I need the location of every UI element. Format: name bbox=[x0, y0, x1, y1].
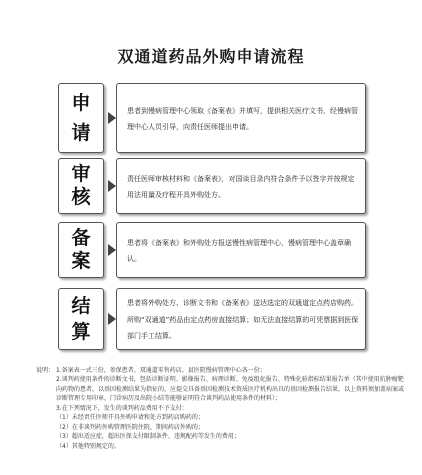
note-row bbox=[36, 366, 408, 375]
step-filing-arrow bbox=[108, 244, 116, 256]
note-item: （3）超出适应症，超出医保支付限制条件、违规配药等发生的费用； bbox=[56, 433, 240, 441]
step-apply-char-2: 请 bbox=[71, 121, 91, 144]
note-item: （4）其他特别规定的。 bbox=[56, 442, 120, 450]
step-apply-tag bbox=[58, 83, 104, 153]
step-settle-char-2: 算 bbox=[71, 320, 91, 343]
step-review-box bbox=[116, 158, 366, 214]
note-item: 1.备案表一式三份，参保患者、双通道零售药店、县医院慢病管理中心各一份； bbox=[56, 367, 266, 374]
note-item: 2.谈判药使用条件的诊断文书，包括诊断证明、影像报告、病理诊断、免疫组化报告、特殊化验指标结果报告单（其中使用抗肿瘤靶向药物的患者，以基因检测结果为指征的，应提交具备基因检测技术资质医疗机构出具的基因检测报告结果，以上资料须加盖病案或诊断管理专用印章，门诊病历及出院小结等能够证明符合谈判药品使用条件的材料）； bbox=[56, 376, 405, 403]
step-review-text: 责任医师审核材料和《备案表》，对国谈目录内符合条件予以签字并按规定用法用量及疗程开具外购处方。 bbox=[127, 174, 355, 199]
note-item: （2）在非谈判药外购管理医院住院，期间药店外购的； bbox=[56, 423, 204, 431]
step-settle-arrow bbox=[108, 313, 116, 325]
note-item: （1）未经责任医师开具外购申请和处方到药店购药的； bbox=[56, 414, 204, 422]
notes-section bbox=[36, 366, 408, 451]
step-review-arrow bbox=[108, 180, 116, 192]
notes-label: 说明： bbox=[36, 367, 55, 374]
step-filing-char-2: 案 bbox=[71, 250, 91, 273]
step-filing-char-1: 备 bbox=[71, 227, 91, 250]
step-settle-tag bbox=[58, 288, 104, 350]
step-review-char-2: 核 bbox=[71, 186, 91, 209]
step-settle-box bbox=[116, 288, 366, 350]
step-apply-text: 患者到慢病管理中心领取《备案表》并填写，提供相关医疗文书，经慢病管理中心人员引导，向责任医师提出申请。 bbox=[127, 106, 358, 131]
step-apply-arrow bbox=[108, 112, 116, 124]
note-item: 3.在下列情况下，发生的谈判药品费用不予支付： bbox=[56, 404, 188, 412]
step-settle-text: 患者将外购处方、诊断文书和《备案表》送达选定的双通道定点药店购药。所购“双通道”药品由定点药房直接结算；如无法直接结算的可凭票据到医保部门手工结算。 bbox=[127, 299, 359, 341]
step-filing-tag bbox=[58, 222, 104, 278]
step-filing-box bbox=[116, 222, 366, 278]
step-apply-char-1: 申 bbox=[71, 91, 91, 114]
step-filing-text: 患者将《备案表》和外购处方报送慢性病管理中心，慢病管理中心盖章确认。 bbox=[127, 238, 351, 263]
page-title: 双通道药品外购申请流程 bbox=[117, 47, 305, 66]
step-review-char-1: 审 bbox=[71, 163, 91, 186]
step-review-tag bbox=[58, 158, 104, 214]
step-apply-box bbox=[116, 83, 366, 153]
step-settle-char-1: 结 bbox=[71, 294, 91, 317]
